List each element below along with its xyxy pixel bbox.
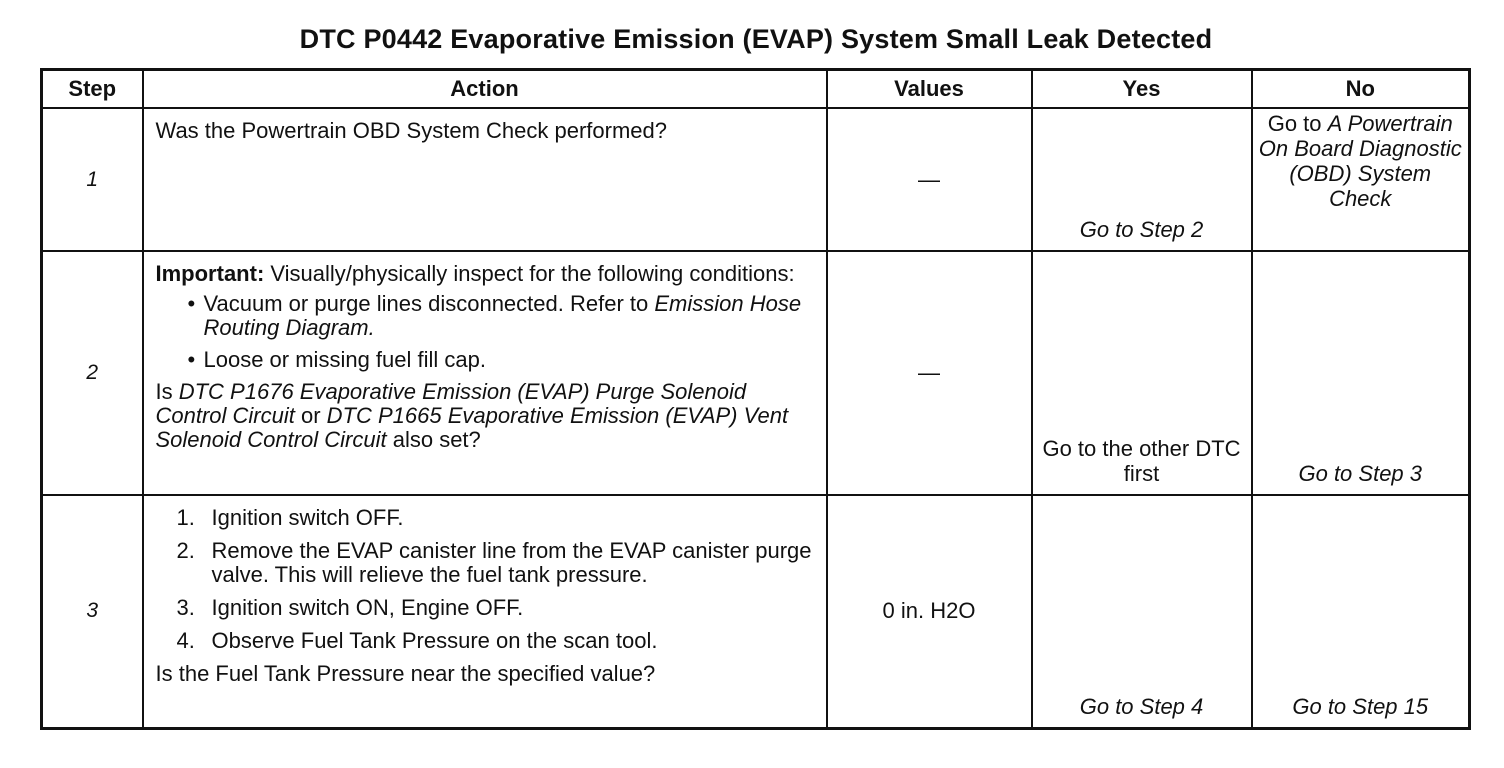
header-values: Values <box>827 70 1032 109</box>
action-cell <box>143 495 827 728</box>
list-item <box>204 292 816 340</box>
table-row-step-1 <box>42 108 1470 251</box>
step-number: 2 <box>42 251 143 495</box>
page-title: DTC P0442 Evaporative Emission (EVAP) System Small Leak Detected <box>299 24 1213 54</box>
header-no: No <box>1252 70 1470 109</box>
procedure-list <box>156 506 816 653</box>
item-text: Ignition switch OFF. <box>211 505 404 530</box>
item-number: 2. <box>176 538 195 563</box>
action-question: Is the Fuel Tank Pressure near the specified value? <box>155 661 656 686</box>
step-number: 1 <box>42 108 143 251</box>
values-cell: — <box>827 251 1032 495</box>
item-number: 4. <box>176 628 195 653</box>
item-text: Remove the EVAP canister line from the EVAP canister purge valve. This will relieve the fuel tank pressure. <box>211 538 812 587</box>
step-number: 3 <box>42 495 143 728</box>
no-link[interactable]: A Powertrain On Board Diagnostic (OBD) System Check <box>1258 111 1462 211</box>
table-row-step-2 <box>42 251 1470 495</box>
diagnostic-table <box>40 68 1471 730</box>
no-prefix: Go to <box>1267 111 1328 136</box>
condition-list <box>156 292 816 372</box>
yes-cell <box>1032 251 1252 495</box>
no-cell <box>1252 495 1470 728</box>
action-question <box>156 380 816 452</box>
no-cell <box>1252 251 1470 495</box>
no-link[interactable]: Go to Step 15 <box>1292 693 1429 719</box>
bullet-text: Loose or missing fuel fill cap. <box>203 347 486 372</box>
yes-link[interactable]: Go to Step 2 <box>1079 217 1204 242</box>
important-text: Visually/physically inspect for the following conditions: <box>264 261 795 286</box>
question-or: or <box>294 403 327 428</box>
yes-cell <box>1032 108 1252 251</box>
header-yes: Yes <box>1032 70 1252 109</box>
no-link[interactable]: Go to Step 3 <box>1298 461 1423 486</box>
list-item <box>176 595 816 620</box>
important-label: Important: <box>155 261 265 286</box>
yes-cell <box>1032 495 1252 728</box>
yes-link[interactable]: Go to Step 4 <box>1079 693 1204 719</box>
header-action: Action <box>143 70 827 109</box>
values-cell: 0 in. H2O <box>827 495 1032 728</box>
yes-text: Go to the other DTC first <box>1042 436 1241 486</box>
hose-diagram-link[interactable]: Emission Hose Routing Diagram. <box>203 291 802 340</box>
action-cell <box>143 108 827 251</box>
list-item <box>176 505 816 530</box>
item-text: Ignition switch ON, Engine OFF. <box>211 595 524 620</box>
item-number: 1. <box>176 505 195 530</box>
action-question: Was the Powertrain OBD System Check performed? <box>155 118 667 143</box>
question-prefix: Is <box>155 379 179 404</box>
item-number: 3. <box>176 595 195 620</box>
question-suffix: also set? <box>386 427 481 452</box>
item-text: Observe Fuel Tank Pressure on the scan tool. <box>211 628 658 653</box>
important-note <box>156 262 816 286</box>
action-cell <box>143 251 827 495</box>
bullet-text: Vacuum or purge lines disconnected. Refer to <box>203 291 655 316</box>
table-row-step-3 <box>42 495 1470 728</box>
values-cell: — <box>827 108 1032 251</box>
dtc-p1665-link[interactable]: DTC P1665 Evaporative Emission (EVAP) Vent Solenoid Control Circuit <box>155 403 789 452</box>
list-item <box>204 348 816 372</box>
dtc-p1676-link[interactable]: DTC P1676 Evaporative Emission (EVAP) Purge Solenoid Control Circuit <box>155 379 747 428</box>
list-item <box>176 628 816 653</box>
no-cell <box>1252 108 1470 251</box>
header-row <box>42 70 1470 109</box>
list-item <box>176 538 816 587</box>
header-step: Step <box>42 70 143 109</box>
